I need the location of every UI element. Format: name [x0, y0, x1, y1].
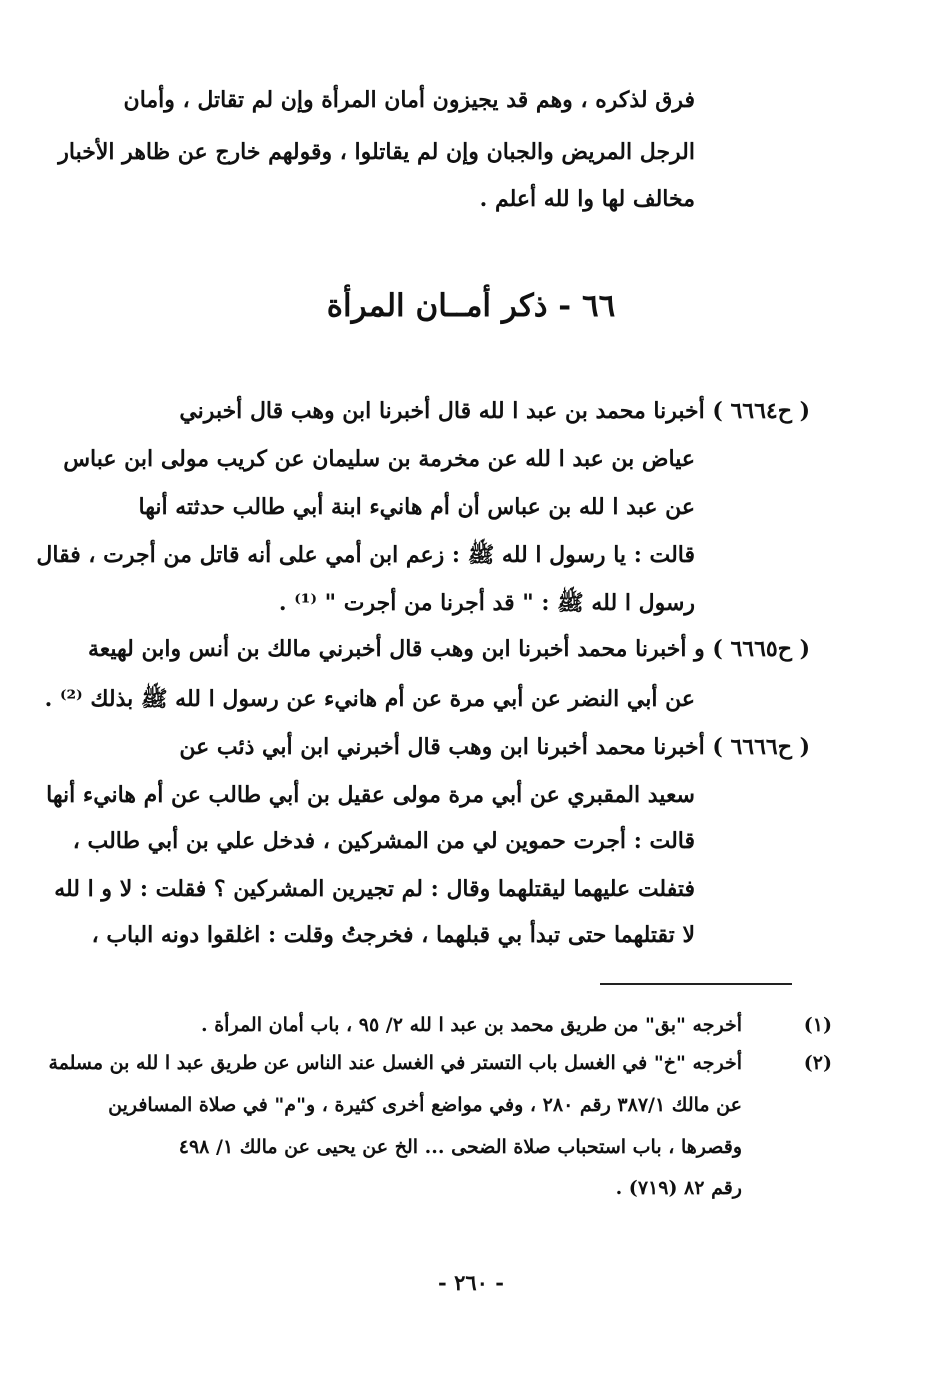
hadith-line-1: ( ح٦٦٦٤ ) أخبرنا محمد بن عبد ا لله قال أخبرنا ابن وهب قال أخبرني	[179, 398, 810, 424]
footnote-number-1: (١)	[803, 1014, 832, 1036]
footnote-number-2: (٢)	[803, 1052, 832, 1074]
hadith-line-5: رسول ا لله ﷺ : " قد أجرنا من أجرت " ⁽¹⁾ .	[278, 590, 695, 616]
hadith-line-11: فتفلت عليهما ليقتلهما وقال : لم تجيرين المشركين ؟ فقلت : لا و ا لله	[54, 876, 695, 902]
hadith-line-10: قالت : أجرت حموين لي من المشركين ، فدخل علي بن أبي طالب ،	[72, 828, 695, 854]
hadith-line-3: عن عبد ا لله بن عباس أن أم هانيء ابنة أبي طالب حدثته أنها	[138, 494, 695, 520]
footnote-separator	[600, 983, 792, 985]
intro-line-1: فرق لذكره ، وهم قد يجيزون أمان المرأة وإن لم تقاتل ، وأمان	[123, 87, 695, 113]
page-number: - ٢٦٠ -	[438, 1270, 504, 1295]
footnote-1-line-1: أخرجه "بق" من طريق محمد بن عبد ا لله ٢/ ٩٥ ، باب أمان المرأة .	[201, 1014, 742, 1036]
intro-line-2: الرجل المريض والجبان وإن لم يقاتلوا ، وقولهم خارج عن ظاهر الأخبار	[58, 139, 695, 165]
footnote-2-line-3: وقصرها ، باب استحباب صلاة الضحى ... الخ عن يحيى عن مالك ١/ ٤٩٨	[178, 1136, 742, 1158]
intro-line-3: مخالف لها وا لله أعلم .	[479, 186, 695, 212]
footnote-2-line-2: عن مالك ٣٨٧/١ رقم ٢٨٠ ، وفي مواضع أخرى كثيرة ، و"م" في صلاة المسافرين	[108, 1094, 742, 1116]
hadith-line-12: لا تقتلهما حتى تبدأ بي قبلهما ، فخرجتُ وقلت : اغلقوا دونه الباب ،	[91, 922, 695, 948]
footnote-2-line-4: رقم ٨٢ (٧١٩) .	[615, 1177, 742, 1199]
hadith-line-9: سعيد المقبري عن أبي مرة مولى عقيل بن أبي طالب عن أم هانيء أنها	[46, 782, 695, 808]
hadith-line-7: عن أبي النضر عن أبي مرة عن أم هانيء عن رسول ا لله ﷺ بذلك ⁽²⁾ .	[44, 686, 695, 712]
hadith-line-8: ( ح٦٦٦٦ ) أخبرنا محمد أخبرنا ابن وهب قال أخبرني ابن أبي ذئب عن	[179, 734, 810, 760]
hadith-line-6: ( ح٦٦٦٥ ) و أخبرنا محمد أخبرنا ابن وهب قال أخبرني مالك بن أنس وابن لهيعة	[87, 636, 810, 662]
footnote-2-line-1: أخرجه "خ" في الغسل باب التستر في الغسل عند الناس عن طريق عبد ا لله بن مسلمة	[48, 1052, 742, 1074]
hadith-line-2: عياض بن عبد ا لله عن مخرمة بن سليمان عن كريب مولى ابن عباس	[63, 446, 695, 472]
section-heading: ٦٦ - ذكر أمــان المرأة	[326, 288, 616, 324]
hadith-line-4: قالت : يا رسول ا لله ﷺ : زعم ابن أمي على أنه قاتل من أجرت ، فقال	[36, 542, 695, 568]
